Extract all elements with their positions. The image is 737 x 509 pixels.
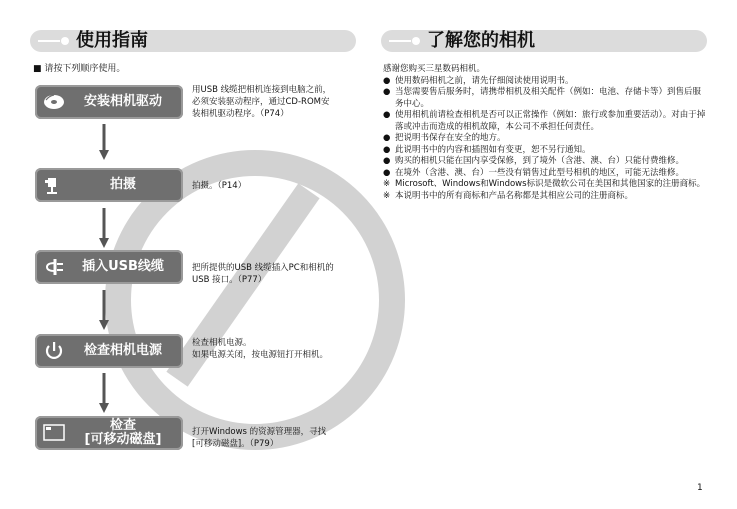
step-label: 检查相机电源: [83, 343, 162, 358]
right-header-title: 了解您的相机: [427, 30, 535, 51]
right-section-header: [381, 30, 707, 52]
list-item-text: 当您需要售后服务时，请携带相机及相关配件（例如：电池、存储卡等）到售后服务中心。: [395, 87, 702, 109]
list-item-text: 此说明书中的内容和插图如有变更，恕不另行通知。: [395, 144, 591, 155]
bullet: ●: [383, 144, 391, 155]
right-notice-list: [383, 64, 708, 202]
step-label: 安装相机驱动: [83, 94, 162, 109]
list-item: [383, 156, 708, 168]
list-item-text: 购买的相机只能在国内享受保修，到了境外（含港、澳、台）只能付费维修。: [395, 156, 685, 166]
bullet: ●: [383, 133, 391, 143]
left-section-header: [30, 30, 356, 52]
step-shoot: [35, 168, 183, 202]
header-dash-decoration: [389, 40, 411, 42]
right-intro-text: 感谢您购买三星数码相机。: [383, 64, 486, 74]
step-label: 拍摄: [109, 177, 136, 192]
down-arrow-icon: [99, 124, 109, 160]
down-arrow-icon: [99, 290, 109, 330]
step-label: 检查 [可移动磁盘]: [84, 418, 162, 447]
list-item-text: Microsoft、Windows和Windows标识是微软公司在美国和其他国家的注册商标。: [395, 179, 706, 189]
down-arrow-icon: [99, 208, 109, 248]
step-install-driver: [35, 85, 183, 119]
list-item-text: 把说明书保存在安全的地方。: [395, 133, 506, 143]
list-item: [383, 145, 708, 157]
cd-icon: [43, 92, 65, 112]
bullet: ●: [383, 87, 391, 97]
list-item: [383, 191, 708, 203]
left-intro-text: ■ 请按下列顺序使用。: [33, 64, 126, 74]
step-description: 打开Windows 的资源管理器，寻找 [可移动磁盘]。（P79）: [192, 427, 327, 449]
bullet: ※: [383, 179, 391, 189]
bullet: ●: [383, 167, 391, 178]
step-label: 插入USB线缆: [82, 259, 164, 274]
list-item-text: 在境外（含港、澳、台）一些没有销售过此型号相机的地区，可能无法维修。: [395, 167, 685, 178]
list-item: [383, 168, 708, 180]
header-dot-decoration: [412, 37, 420, 45]
step-description: 拍摄。（P14）: [192, 181, 247, 191]
header-dash-decoration: [38, 40, 60, 42]
camera-icon: [43, 175, 65, 195]
bullet: ●: [383, 110, 391, 120]
header-dot-decoration: [61, 37, 69, 45]
step-check-power: [35, 334, 183, 368]
page-number: 1: [697, 483, 703, 493]
list-item: [383, 87, 708, 110]
list-item: [383, 179, 708, 191]
step-check-removable-disk: [35, 416, 183, 450]
list-item-text: 本说明书中的所有商标和产品名称都是其相应公司的注册商标。: [395, 190, 634, 201]
usb-plug-icon: [43, 257, 65, 277]
step-description: 用USB 线缆把相机连接到电脑之前， 必须安装驱动程序，通过CD-ROM安 装相机驱动程序。（P74）: [192, 85, 332, 119]
list-item: [383, 76, 708, 88]
list-item: [383, 110, 708, 133]
step-insert-usb: [35, 250, 183, 284]
list-item-text: 使用数码相机之前，请先仔细阅读使用说明书。: [395, 75, 574, 86]
monitor-icon: [43, 423, 65, 443]
step-description: 检查相机电源。 如果电源关闭，按电源钮打开相机。: [192, 338, 329, 360]
left-header-title: 使用指南: [76, 30, 148, 51]
list-item-text: 使用相机前请检查相机是否可以正常操作（例如：旅行或参加重要活动）。对由于掉落或冲击而造成的相机故障，本公司不承担任何责任。: [395, 110, 706, 132]
bullet: ※: [383, 190, 391, 201]
power-icon: [43, 341, 65, 361]
bullet: ●: [383, 75, 391, 86]
down-arrow-icon: [99, 373, 109, 413]
list-item: [383, 133, 708, 145]
step-description: 把所提供的USB 线缆插入PC和相机的 USB 接口。（P77）: [192, 263, 334, 285]
bullet: ●: [383, 156, 391, 166]
